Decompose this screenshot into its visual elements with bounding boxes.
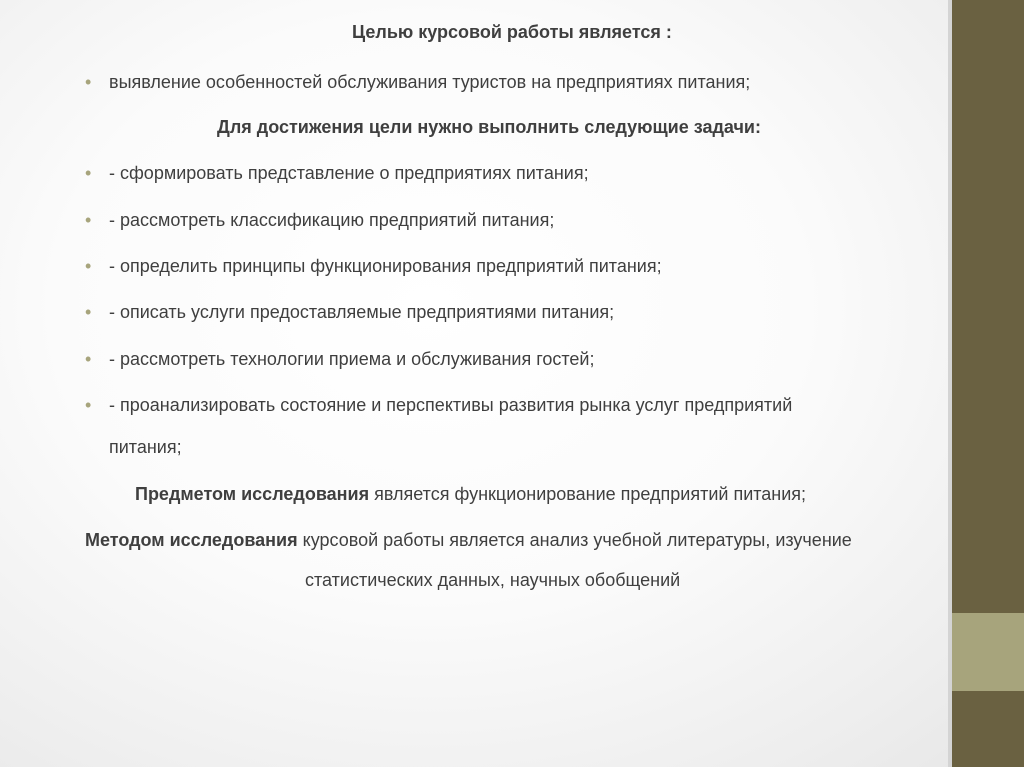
subject-line xyxy=(135,484,806,505)
bullet-icon: • xyxy=(85,163,92,183)
bullet-icon: • xyxy=(85,395,92,415)
task-text: - определить принципы функционирования предприятий питания; xyxy=(109,256,662,276)
method-continuation: статистических данных, научных обобщений xyxy=(305,570,681,590)
bullet-icon: • xyxy=(85,210,92,230)
method-label: Методом исследования xyxy=(85,530,298,550)
method-text: курсовой работы является анализ учебной литературы, изучение xyxy=(297,530,852,550)
subject-text: является функционирование предприятий питания; xyxy=(369,484,807,504)
task-text-continuation: питания; xyxy=(109,437,182,457)
bullet-icon: • xyxy=(85,349,92,369)
tasks-heading: Для достижения цели нужно выполнить следующие задачи: xyxy=(217,117,761,137)
task-text: - проанализировать состояние и перспективы развития рынка услуг предприятий xyxy=(109,395,793,415)
slide-title: Целью курсовой работы является : xyxy=(352,22,672,42)
subject-label: Предметом исследования xyxy=(135,484,370,504)
task-text: - рассмотреть классификацию предприятий питания; xyxy=(109,210,555,230)
task-text: - рассмотреть технологии приема и обслуживания гостей; xyxy=(109,349,595,369)
bullet-icon: • xyxy=(85,256,92,276)
goal-text: выявление особенностей обслуживания туристов на предприятиях питания; xyxy=(109,72,751,92)
task-text: - описать услуги предоставляемые предприятиями питания; xyxy=(109,302,615,322)
bullet-icon: • xyxy=(85,302,92,322)
task-text: - сформировать представление о предприятиях питания; xyxy=(109,163,589,183)
method-line xyxy=(85,530,852,551)
bullet-icon: • xyxy=(85,72,92,92)
